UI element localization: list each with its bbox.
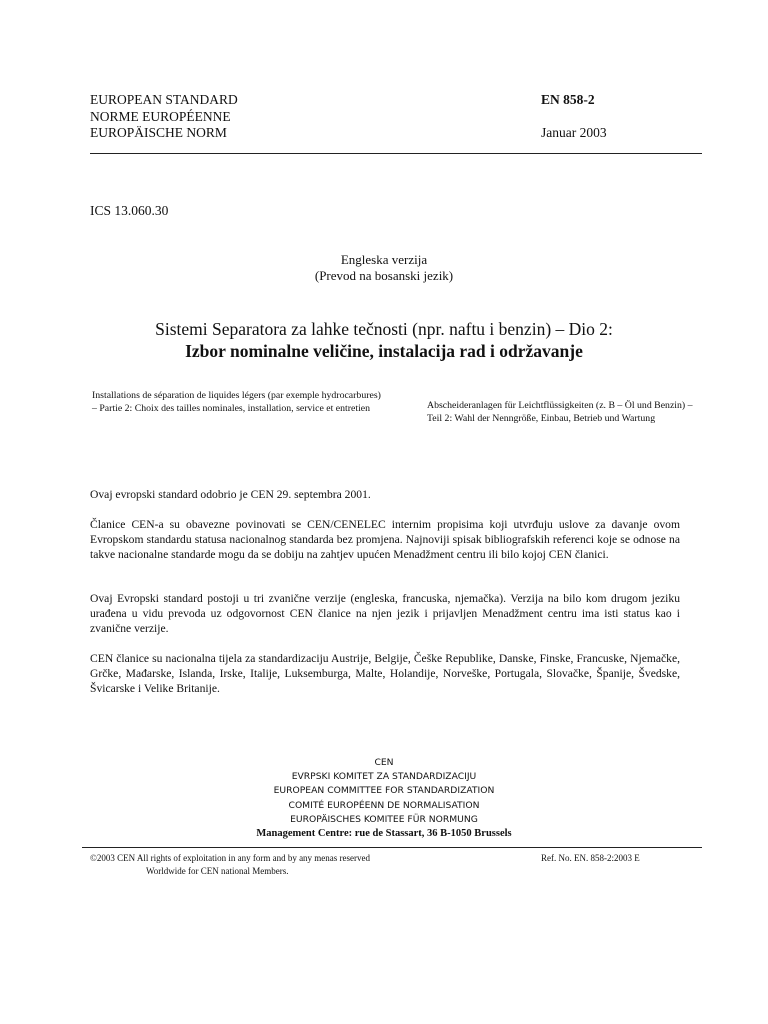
approval-paragraph: Ovaj evropski standard odobrio je CEN 29. septembra 2001.: [90, 488, 371, 501]
management-centre-address: Management Centre: rue de Stassart, 36 B-1050 Brussels: [256, 828, 512, 840]
title-line-1: Sistemi Separatora za lahke tečnosti (npr. naftu i benzin) – Dio 2:: [155, 319, 613, 339]
footer-divider: [82, 847, 702, 848]
cen-label: CEN: [374, 757, 394, 768]
committee-french: COMITÉ EUROPÉENN DE NORMALISATION: [288, 799, 480, 811]
version-note: [90, 252, 678, 284]
standard-designation: [90, 92, 238, 142]
members-list-paragraph: CEN članice su nacionalna tijela za standardizaciju Austrije, Belgije, Češke Republike, Danske, Finske, Francuske, Njemačke, Grčke, Mađarske, Islanda, Irske, Italije, Luksemburga, Malte, Holandije, Norveške, Portugala, Slovačke, Španije, Švedske, Švicarske i Velike Britanije.: [90, 652, 680, 695]
designation-english: EUROPEAN STANDARD: [90, 92, 238, 107]
members-obligation-paragraph: Članice CEN-a su obavezne povinovati se CEN/CENELEC internim propisima koji utvrđuju uslove za davanje ovom Evropskom standardu statusa nacionalnog standarda bez promjena. Najnoviji spisak bibliografskih referenci koje se odnose na takve nacionalne standarde mogu da se dobiju na zahtjev upućen Menadžment centru ili bilo kojoj CEN članici.: [90, 518, 680, 561]
cen-committee-block: [160, 756, 608, 841]
version-line-2: (Prevod na bosanski jezik): [314, 268, 454, 283]
copyright-line-2: Worldwide for CEN national Members.: [146, 866, 289, 876]
version-line-1: Engleska verzija: [340, 252, 428, 267]
committee-bosnian: EVRPSKI KOMITET ZA STANDARDIZACIJU: [291, 771, 477, 783]
ics-code: ICS 13.060.30: [90, 203, 169, 218]
header-divider: [90, 153, 702, 154]
copyright-line-1: ©2003 CEN All rights of exploitation in any form and by any menas reserved: [90, 853, 371, 863]
reference-number: Ref. No. EN. 858-2:2003 E: [541, 853, 640, 863]
german-title: Abscheideranlagen für Leichtflüssigkeiten (z. B – Öl und Benzin) – Teil 2: Wahl der Nenngröße, Einbau, Betrieb und Wartung: [427, 400, 693, 424]
standard-code: EN 858-2: [541, 92, 595, 107]
title-line-2: Izbor nominalne veličine, instalacija rad i održavanje: [185, 341, 583, 361]
designation-french: NORME EUROPÉENNE: [90, 108, 231, 124]
publication-date: Januar 2003: [541, 125, 607, 140]
french-title: Installations de séparation de liquides légers (par exemple hydrocarbures) – Partie 2: Choix des tailles nominales, installation, service et entretien: [92, 390, 381, 414]
official-versions-paragraph: Ovaj Evropski standard postoji u tri zvanične verzije (engleska, francuska, njemačka). Verzija na bilo kom drugom jeziku urađena u vidu prevoda uz odgovornost CEN članice na njen jezik i prijavljen Menadžment centru ima isti status kao i zvanične verzije.: [90, 592, 680, 635]
designation-german: EUROPÄISCHE NORM: [90, 125, 227, 140]
document-title: [70, 318, 698, 362]
committee-english: EUROPEAN COMMITTEE FOR STANDARDIZATION: [273, 785, 495, 797]
committee-german: EUROPÄISCHES KOMITEE FÜR NORMUNG: [290, 813, 478, 825]
